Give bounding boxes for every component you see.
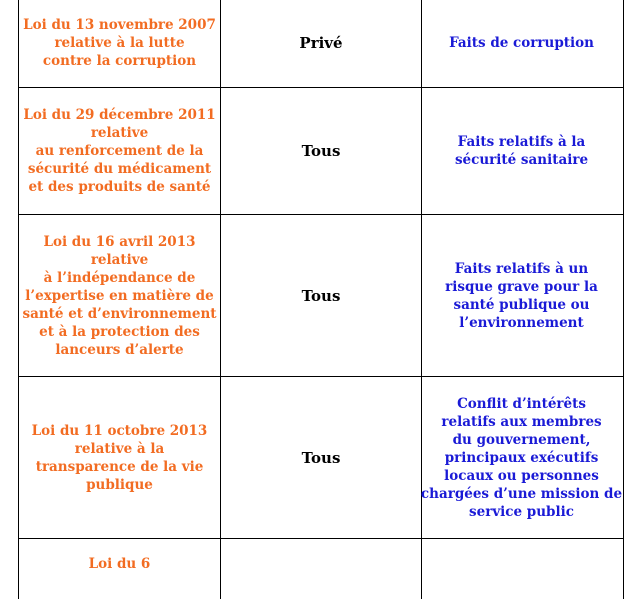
facts-cell: [422, 0, 621, 87]
sector-text: Privé: [299, 33, 343, 52]
facts-text-line: risque grave pour la: [445, 278, 598, 295]
table-row: [19, 88, 623, 215]
law-text-line: au renforcement de la: [35, 143, 204, 159]
facts-text-line: principaux exécutifs: [444, 449, 599, 466]
law-text-line: Loi du 16 avril 2013: [43, 233, 196, 250]
facts-text-line: Faits relatifs à la: [457, 134, 586, 150]
law-text-line: Loi du 6: [88, 556, 151, 572]
facts-text-line: relatifs aux membres: [441, 413, 602, 430]
facts-cell: [422, 88, 621, 214]
facts-cell: [422, 539, 621, 599]
sector-cell: [221, 0, 422, 87]
law-text-line: relative: [90, 125, 149, 141]
law-text-line: relative à la: [74, 440, 165, 457]
law-text-line: à l’indépendance de: [43, 269, 196, 286]
law-text-line: lanceurs d’alerte: [55, 341, 184, 358]
law-cell: [19, 539, 221, 599]
sector-text: Tous: [301, 142, 341, 160]
law-text-line: Loi du 11 octobre 2013: [31, 422, 208, 439]
law-text-line: et des produits de santé: [28, 179, 211, 195]
facts-cell: [422, 377, 621, 538]
law-text-line: relative: [90, 251, 149, 268]
sector-text: Tous: [301, 286, 341, 305]
facts-text-line: locaux ou personnes: [444, 467, 599, 484]
sector-cell: [221, 539, 422, 599]
facts-text-line: santé publique ou: [453, 296, 590, 313]
table-row: [19, 0, 623, 88]
facts-text-line: du gouvernement,: [452, 431, 591, 448]
law-text-line: Loi du 29 décembre 2011: [23, 107, 216, 123]
facts-cell: [422, 215, 621, 376]
law-cell: [19, 0, 221, 87]
law-text-line: et à la protection des: [39, 323, 200, 340]
facts-text-line: Faits de corruption: [449, 34, 594, 51]
facts-text-line: service public: [469, 503, 574, 520]
facts-text-line: Faits relatifs à un: [454, 260, 589, 277]
table-row: [19, 377, 623, 539]
facts-text-line: Conflit d’intérêts: [457, 395, 586, 412]
law-text-line: sécurité du médicament: [27, 161, 212, 177]
sector-cell: [221, 377, 422, 538]
law-text-line: relative à la lutte: [54, 34, 185, 51]
sector-text: Tous: [301, 448, 341, 467]
facts-text-line: chargées d’une mission de: [420, 485, 623, 502]
law-text-line: publique: [86, 476, 153, 493]
sector-cell: [221, 215, 422, 376]
law-text-line: transparence de la vie: [35, 458, 204, 475]
table-row: [19, 539, 623, 599]
sector-cell: [221, 88, 422, 214]
whistleblower-laws-table: [18, 0, 624, 599]
law-text-line: santé et d’environnement: [22, 305, 217, 322]
table-row: [19, 215, 623, 377]
law-text-line: Loi du 13 novembre 2007: [23, 16, 216, 33]
law-cell: [19, 377, 221, 538]
law-cell: [19, 215, 221, 376]
law-text-line: l’expertise en matière de: [25, 287, 214, 304]
law-cell: [19, 88, 221, 214]
law-text-line: contre la corruption: [42, 52, 197, 69]
facts-text-line: sécurité sanitaire: [454, 152, 589, 168]
facts-text-line: l’environnement: [459, 314, 584, 331]
